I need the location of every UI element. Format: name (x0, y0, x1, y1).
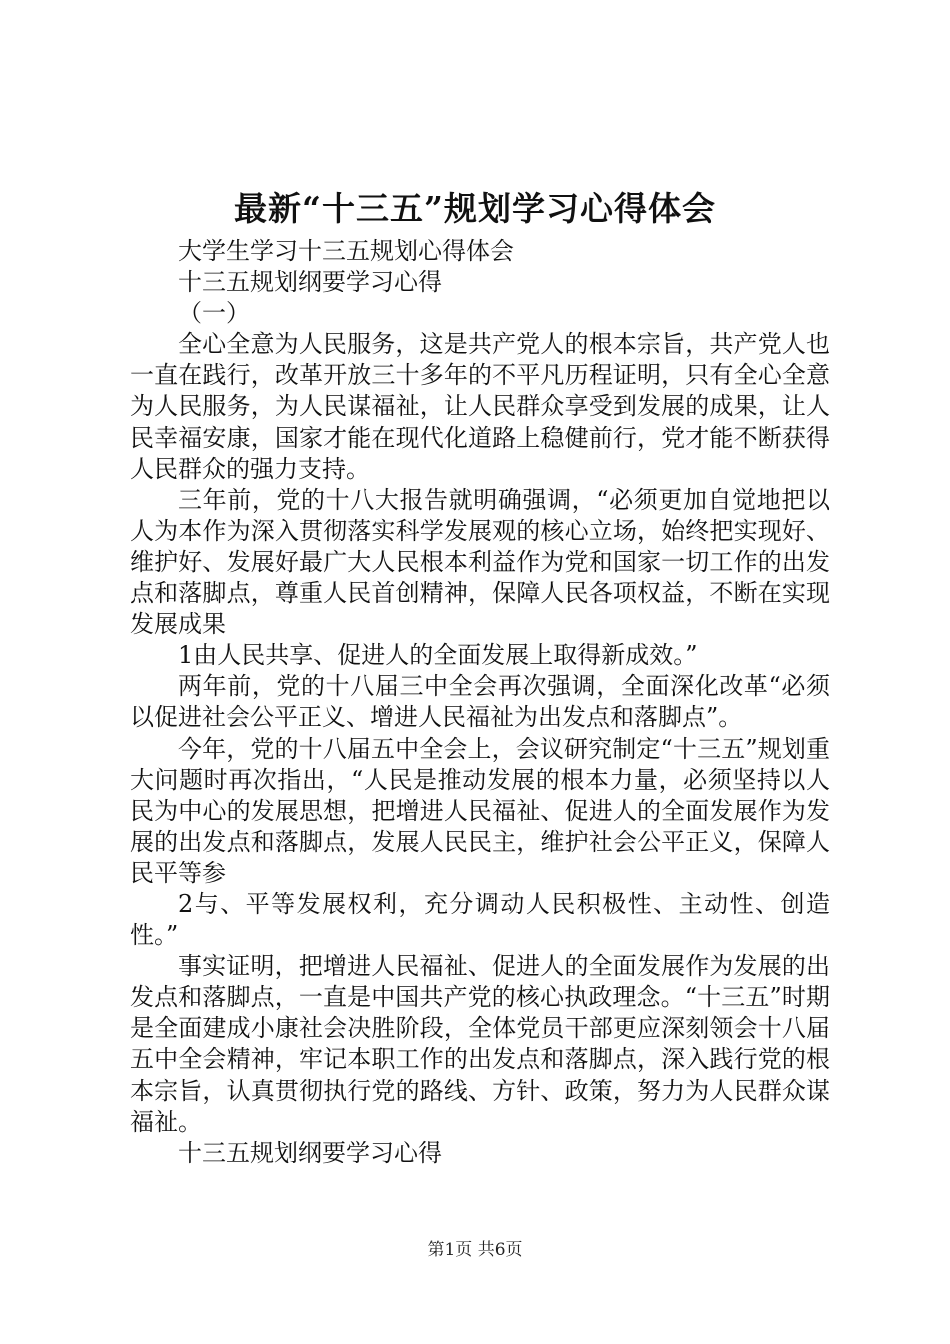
paragraph: 全心全意为人民服务，这是共产党人的根本宗旨，共产党人也一直在践行，改革开放三十多年的不平凡历程证明，只有全心全意为人民服务，为人民谋福祉，让人民群众享受到发展的成果，让人民幸福安康，国家才能在现代化道路上稳健前行，党才能不断获得人民群众的强力支持。 (130, 330, 830, 483)
paragraph: 2与、平等发展权利，充分调动人民积极性、主动性、创造性。” (130, 889, 830, 950)
document-title: 最新“十三五”规划学习心得体会 (234, 189, 716, 228)
document-body (130, 236, 830, 1169)
paragraph: 两年前，党的十八届三中全会再次强调，全面深化改革“必须以促进社会公平正义、增进人民福祉为出发点和落脚点”。 (130, 672, 830, 732)
paragraph: 1由人民共享、促进人的全面发展上取得新成效。” (178, 641, 698, 670)
paragraph-subtitle-2: 十三五规划纲要学习心得 (178, 268, 442, 297)
paragraph: 事实证明，把增进人民福祉、促进人的全面发展作为发展的出发点和落脚点，一直是中国共产党的核心执政理念。“十三五”时期是全面建成小康社会决胜阶段，全体党员干部更应深刻领会十八届五中全会精神，牢记本职工作的出发点和落脚点，深入践行党的根本宗旨，认真贯彻执行党的路线、方针、政策，努力为人民群众谋福祉。 (130, 952, 830, 1136)
paragraph: 今年，党的十八届五中全会上，会议研究制定“十三五”规划重大问题时再次指出，“人民是推动发展的根本力量，必须坚持以人民为中心的发展思想，把增进人民福祉、促进人的全面发展作为发展的出发点和落脚点，发展人民民主，维护社会公平正义，保障人民平等参 (130, 734, 830, 887)
page-number: 第1页 共6页 (427, 1240, 523, 1260)
paragraph-section-marker: （一） (178, 299, 250, 328)
paragraph: 三年前，党的十八大报告就明确强调，“必须更加自觉地把以人为本作为深入贯彻落实科学发展观的核心立场，始终把实现好、维护好、发展好最广大人民根本利益作为党和国家一切工作的出发点和落脚点，尊重人民首创精神，保障人民各项权益，不断在实现发展成果 (130, 485, 830, 639)
paragraph-subtitle-3: 十三五规划纲要学习心得 (178, 1138, 442, 1167)
paragraph-subtitle-1: 大学生学习十三五规划心得体会 (178, 237, 514, 265)
